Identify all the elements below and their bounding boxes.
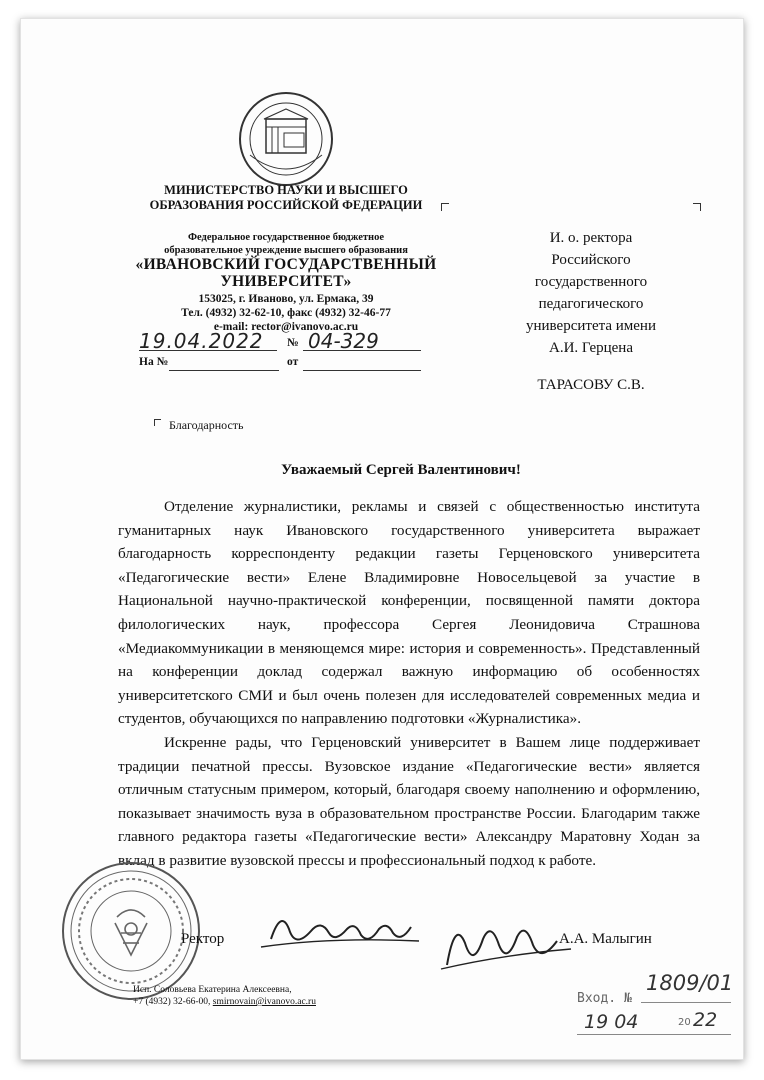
institution-name: «ИВАНОВСКИЙ ГОСУДАРСТВЕННЫЙ УНИВЕРСИТЕТ» [135,256,437,290]
letter-subject: Благодарность [169,418,244,432]
signatory-title: Ректор [181,931,225,947]
subject-corner-mark [154,419,161,426]
reply-to-number-label: На № [139,356,169,368]
institution-type: Федеральное государственное бюджетное образовательное учреждение высшего образования [164,232,408,256]
body-paragraph: Отделение журналистики, рекламы и связей с общественностью института гуманитарных наук Ивановского государственного университета выражает благодарность корреспонденту редакции газеты Герценовского университета «Педагогические вести» Елене Владимировне Новосельцевой за участие в Национальной научно-практической конференции, посвященной памяти доктора филологических наук, профессора Сергея Леонидовича Страшнова «Медиакоммуникации в меняющемся мире: история и современность». Представленный на конференции доклад содержал важную информацию об особенностях университетского СМИ и был очень полезен для исследователей современных медиа и студентов, обучающихся по направлению подготовки «Журналистика». [118,498,700,728]
reply-to-date-label: от [287,356,299,368]
date-underline [139,350,277,351]
incoming-year-prefix: 20 [678,1017,691,1028]
executor-email: smirnovain@ivanovo.ac.ru [212,997,316,1007]
number-underline [303,350,421,351]
body-paragraph: Искренне рады, что Герценовский университет в Вашем лице поддерживает традиции печатной прессы. Вузовское издание «Педагогические вести» является отличным статусным примером, который, благодаря своему наполнению и оформлению, показывает значимость вуза в образовательном пространстве России. Благодарим также главного редактора газеты «Педагогические вести» Александру Маратовну Ходан за вклад в развитие вузовской прессы и профессиональный подход к работе. [118,733,700,869]
reply-date-underline [303,370,421,371]
email-line: e-mail: rector@ivanovo.ac.ru [213,321,359,333]
reply-number-underline [169,370,279,371]
letter-greeting: Уважаемый Сергей Валентинович! [281,462,521,478]
incoming-date-handwritten: 19 04 [584,1011,639,1033]
incoming-date-underline [577,1034,731,1035]
recipient-block: И. о. ректора Российского государственного педагогического университета имени А.И. Герцена [526,230,656,356]
incoming-stamp-label: Вход. № [577,991,632,1006]
incoming-year-handwritten: 22 [693,1009,718,1031]
recipient-corner-left [441,203,449,211]
executor-phone: +7 (4932) 32-66-00, [133,997,211,1007]
incoming-number-underline [641,1002,731,1003]
handwritten-signature [251,899,591,979]
university-logo-emblem [236,89,336,189]
address-line: 153025, г. Иваново, ул. Ермака, 39 [198,293,374,305]
recipient-corner-right [693,203,701,211]
outgoing-number-handwritten: 04-329 [308,329,379,353]
signatory-name: А.А. Малыгин [559,931,652,947]
outgoing-number-label: № [287,337,299,349]
phone-line: Тел. (4932) 32-62-10, факс (4932) 32-46-77 [181,307,391,319]
letter-body [118,495,700,873]
outgoing-date-handwritten: 19.04.2022 [139,329,264,353]
ministry-heading: МИНИСТЕРСТВО НАУКИ И ВЫСШЕГО ОБРАЗОВАНИЯ РОССИЙСКОЙ ФЕДЕРАЦИИ [149,183,423,212]
incoming-number-handwritten: 1809/01 [646,971,734,995]
institution-contacts [121,292,451,334]
executor-name: Исп. Соловьева Екатерина Алексеевна, [133,985,292,995]
document-page [20,18,744,1060]
recipient-name: ТАРАСОВУ С.В. [537,377,645,393]
executor-info [133,984,316,1008]
